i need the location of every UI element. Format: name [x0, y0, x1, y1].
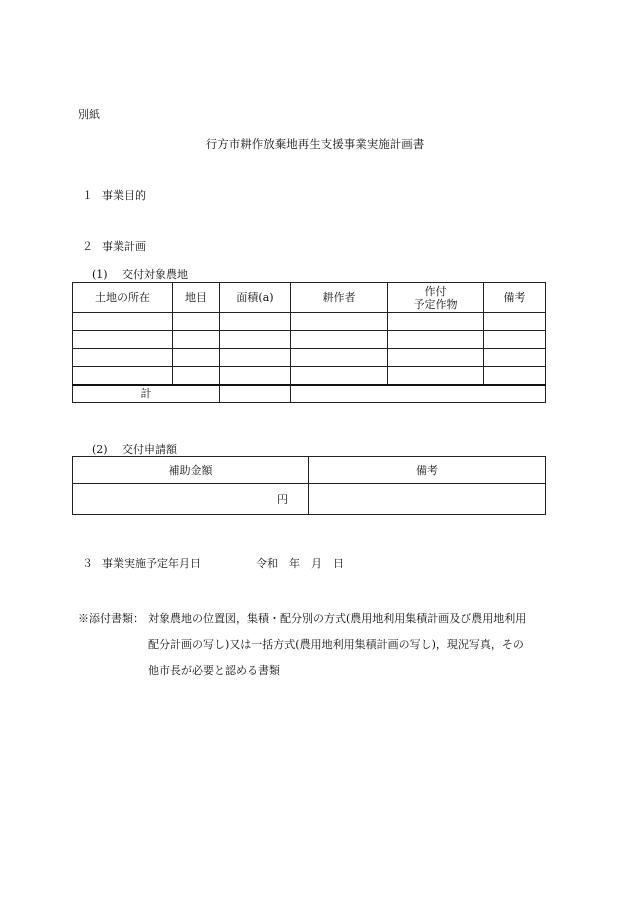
table-cell [173, 349, 220, 367]
section-1-number: １ [82, 189, 93, 202]
document-title: 行方市耕作放棄地再生支援事業実施計画書 [205, 137, 425, 151]
table-header-row [73, 457, 546, 484]
attachments-note [78, 605, 556, 683]
header-cultivator: 耕作者 [291, 283, 388, 313]
total-area-cell [220, 385, 291, 403]
table-total-row [73, 385, 546, 403]
section-1-heading [82, 187, 146, 203]
attachments-label: ※添付書類： [78, 612, 144, 625]
attachments-line-3: 他市長が必要と認める書類 [148, 664, 280, 677]
table-cell [291, 313, 388, 331]
remarks-cell [309, 484, 546, 515]
header-planned-crop [388, 283, 484, 313]
table-cell [73, 349, 173, 367]
subsection-2-1-number: (1) [92, 268, 108, 281]
header-location: 土地の所在 [73, 283, 173, 313]
table-cell [388, 313, 484, 331]
table-cell [291, 331, 388, 349]
table-cell [484, 349, 546, 367]
table-cell [220, 349, 291, 367]
table-row [73, 367, 546, 385]
section-2-heading [82, 238, 146, 254]
section-2-title: 事業計画 [102, 240, 146, 253]
section-2-number: ２ [82, 240, 93, 253]
table-cell [73, 313, 173, 331]
header-area: 面積(a) [220, 283, 291, 313]
table-cell [173, 331, 220, 349]
table-header-row [73, 283, 546, 313]
table-cell [73, 331, 173, 349]
table-cell [484, 331, 546, 349]
attachments-line-2: 配分計画の写し)又は一括方式(農用地利用集積計画の写し)，現況写真，その [148, 638, 524, 651]
section-3-number: ３ [82, 557, 93, 570]
table-cell [291, 367, 388, 385]
table-cell [291, 349, 388, 367]
table-cell [388, 349, 484, 367]
table-cell [220, 331, 291, 349]
subsidy-amount-cell [73, 484, 309, 515]
table-cell [73, 367, 173, 385]
yen-unit: 円 [277, 492, 288, 506]
table-row [73, 331, 546, 349]
table-row [73, 484, 546, 515]
table-cell [173, 313, 220, 331]
subsection-2-2-heading [92, 441, 177, 457]
subsection-2-2-number: (2) [92, 443, 108, 456]
target-farmland-table [72, 282, 546, 403]
table-cell [220, 367, 291, 385]
table-cell [220, 313, 291, 331]
table-cell [484, 313, 546, 331]
header-land-category: 地目 [173, 283, 220, 313]
total-blank-cell [291, 385, 546, 403]
planned-date: 令和 年 月 日 [256, 557, 344, 570]
header-planned-crop-line2: 予定作物 [413, 297, 458, 311]
header-remarks: 備考 [309, 457, 546, 484]
section-3-heading [82, 555, 201, 571]
subsection-2-1-title: 交付対象農地 [122, 268, 188, 281]
total-label: 計 [73, 385, 220, 403]
grant-amount-table [72, 456, 546, 515]
table-cell [484, 367, 546, 385]
table-cell [173, 367, 220, 385]
table-cell [388, 331, 484, 349]
section-3-title: 事業実施予定年月日 [102, 557, 201, 570]
section-1-title: 事業目的 [102, 189, 146, 202]
header-remarks: 備考 [484, 283, 546, 313]
header-planned-crop-line1: 作付 [424, 284, 447, 298]
subsection-2-2-title: 交付申請額 [122, 443, 177, 456]
table-cell [388, 367, 484, 385]
subsection-2-1-heading [92, 266, 188, 282]
document-label: 別紙 [78, 108, 100, 121]
attachments-line-1: 対象農地の位置図，集積・配分別の方式(農用地利用集積計画及び農用地利用 [148, 612, 527, 625]
table-row [73, 313, 546, 331]
header-subsidy-amount: 補助金額 [73, 457, 309, 484]
table-row [73, 349, 546, 367]
